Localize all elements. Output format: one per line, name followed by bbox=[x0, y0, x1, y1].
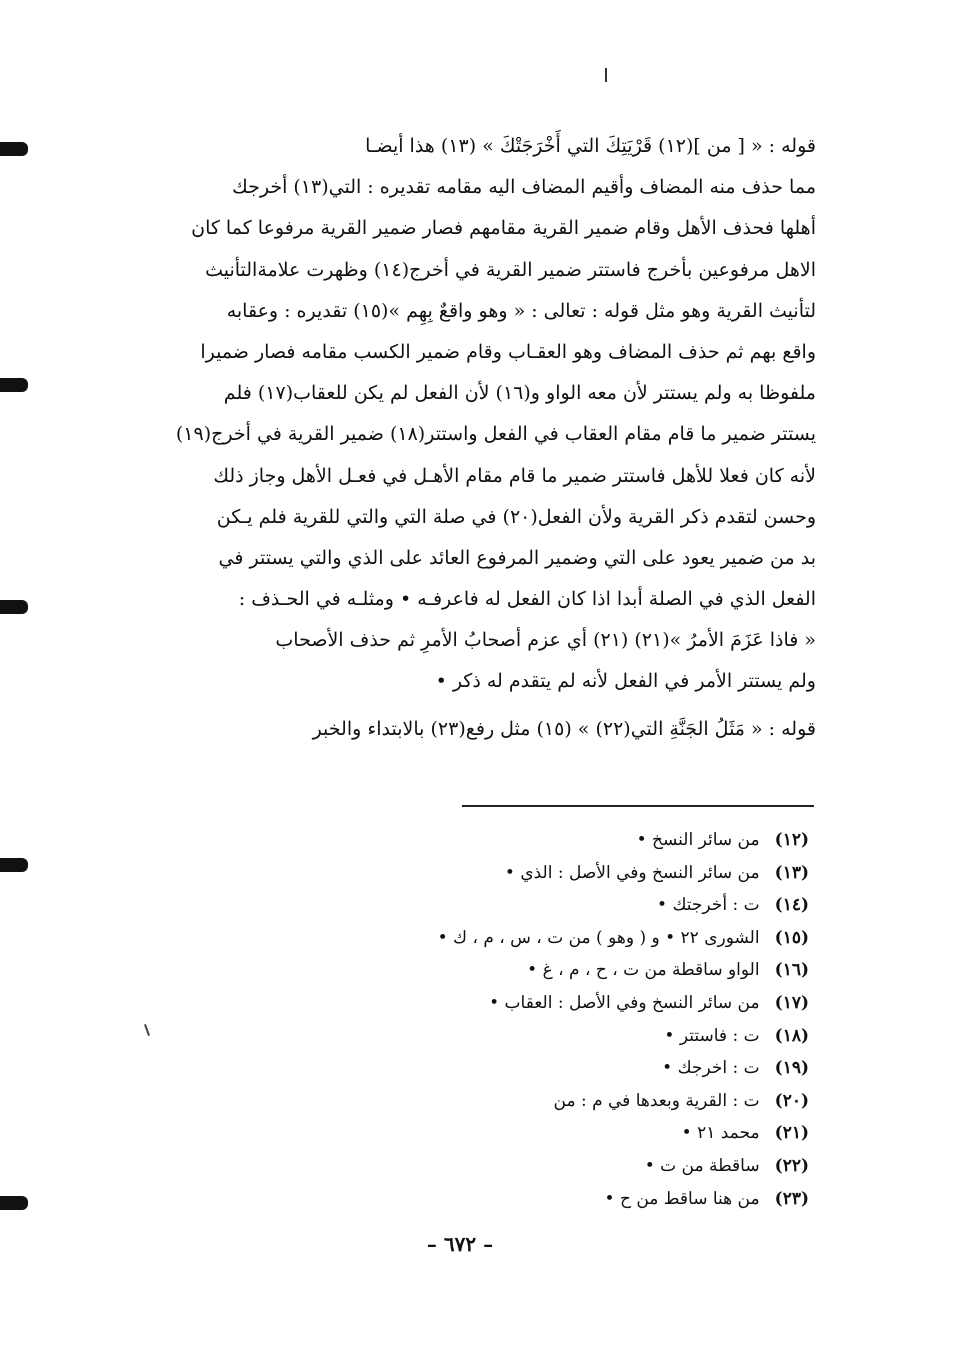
footnote-text: من سائر النسخ وفي الأصل : الذي • bbox=[504, 862, 760, 883]
footnote-number: (١٣) bbox=[774, 862, 809, 883]
footnote-text: ت : القرية وبعدها في م : من bbox=[553, 1090, 760, 1111]
page-number: – ٦٧٢ – bbox=[426, 1232, 494, 1256]
text-line: « فاذا عَزَمَ الأمرُ »(٢١) (٢١) أي عزم أصحابُ الأمرِ ثم حذف الأصحاب bbox=[275, 629, 816, 652]
footnote-number: (١٨) bbox=[774, 1025, 809, 1046]
text-line: لأنه كان فعلا للأهل فاستتر ضمير ما قام مقام الأهـل في فعـل الأهل وجاز ذلك bbox=[213, 464, 816, 487]
footnote bbox=[249, 1052, 809, 1085]
footnote bbox=[249, 889, 809, 922]
footnote-number: (١٦) bbox=[774, 960, 809, 981]
text-line: واقع بهم ثم حذف المضاف وهو العقـاب وقام ضمير الكسب مقامه فصار ضميرا bbox=[200, 340, 816, 363]
footnote-number: (١٤) bbox=[774, 895, 809, 916]
text-line: الاهل مرفوعين بأخرج فاستتر ضمير القرية في أخرج(١٤) وظهرت علامةالتأنيث bbox=[205, 258, 816, 281]
text-line: أهلها فحذف الأهل وقام ضمير القرية مقامهم فصار ضمير القرية مرفوعا كما كان bbox=[191, 217, 816, 240]
text-line: قوله : « مَثَلُ الجَنَّةِ التي(٢٢) » (١٥) مثل رفع(٢٣) بالابتداء والخبر bbox=[312, 717, 816, 740]
footnote bbox=[249, 1183, 809, 1216]
footnotes bbox=[249, 824, 809, 1215]
footnote-number: (١٥) bbox=[774, 927, 809, 948]
footnote bbox=[249, 857, 809, 890]
text-line: لتأنيث القرية وهو مثل قوله : تعالى : « وهو واقعٌ بِهِم »(١٥) تقديره : وعقابه bbox=[226, 299, 816, 322]
text-line: وحسن لتقدم ذكر القرية ولأن الفعل(٢٠) في صلة التي والتي للقرية فلم يـكن bbox=[216, 505, 816, 528]
footnote-number: (٢٣) bbox=[774, 1188, 809, 1209]
footnote-text: ت : اخرجك • bbox=[662, 1058, 760, 1079]
footnote-text: من سائر النسخ • bbox=[636, 830, 760, 850]
binding-mark bbox=[0, 1196, 28, 1210]
text-line: ملفوظا به ولم يستتر لأن معه الواو و(١٦) لأن الفعل لم يكن للعقاب(١٧) فلم bbox=[223, 382, 816, 405]
footnote-text: ساقطة من ت • bbox=[644, 1155, 760, 1176]
footnote-number: (١٢) bbox=[774, 830, 809, 850]
binding-mark bbox=[0, 378, 28, 392]
footnote-number: (٢١) bbox=[774, 1123, 809, 1144]
footnote bbox=[249, 922, 809, 955]
main-text bbox=[106, 126, 816, 750]
footnote bbox=[249, 954, 809, 987]
scan-artifact bbox=[144, 1024, 150, 1036]
footnote bbox=[249, 987, 809, 1020]
footnote-text: من هنا ساقط من ح • bbox=[604, 1188, 760, 1209]
binding-mark bbox=[0, 600, 28, 614]
text-line: الفعل الذي في الصلة أبدا اذا كان الفعل له فاعرفـه • ومثلـه في الحـذف : bbox=[238, 588, 816, 611]
footnote-text: الواو ساقطة من ت ، ح ، م ، غ • bbox=[527, 960, 760, 981]
binding-mark bbox=[0, 858, 28, 872]
text-line: يستتر ضمير ما قام مقام العقاب في الفعل واستتر(١٨) ضمير القرية في أخرج(١٩) bbox=[175, 423, 816, 446]
footnote-number: (١٧) bbox=[774, 992, 809, 1013]
text-line: بد من ضمير يعود على التي وضمير المرفوع العائد على الذي والتي يستتر في bbox=[218, 546, 816, 569]
footnote-number: (٢٠) bbox=[774, 1090, 809, 1111]
binding-mark bbox=[0, 142, 28, 156]
footnote-text: ت : فاستتر • bbox=[664, 1025, 760, 1046]
footnote bbox=[249, 824, 809, 857]
text-line: مما حذف منه المضاف وأقيم المضاف اليه مقامه تقديره : التي(١٣) أخرجك bbox=[232, 176, 816, 199]
footnote-text: ت : أخرجتك • bbox=[657, 895, 760, 916]
footnote-separator bbox=[462, 805, 814, 807]
text-line: ولم يستتر الأمر في الفعل لأنه لم يتقدم له ذكر • bbox=[435, 670, 816, 693]
footnote bbox=[249, 1150, 809, 1183]
text-line: قوله : « [ من ](١٢) قَرْيَتِكَ التي أَخْرَجَتْكَ » (١٣) هذا أيضـا bbox=[365, 135, 816, 157]
footnote-text: الشورى ٢٢ • و ( وهو ) من ت ، س ، م ، ك • bbox=[437, 927, 760, 948]
footnote bbox=[249, 1020, 809, 1053]
scan-artifact bbox=[605, 68, 607, 82]
footnote-text: من سائر النسخ وفي الأصل : العقاب • bbox=[489, 992, 760, 1013]
footnote-number: (٢٢) bbox=[774, 1155, 809, 1176]
footnote bbox=[249, 1117, 809, 1150]
footnote-text: محمد ٢١ • bbox=[681, 1123, 760, 1144]
footnote-number: (١٩) bbox=[774, 1058, 809, 1079]
footnote bbox=[249, 1085, 809, 1118]
